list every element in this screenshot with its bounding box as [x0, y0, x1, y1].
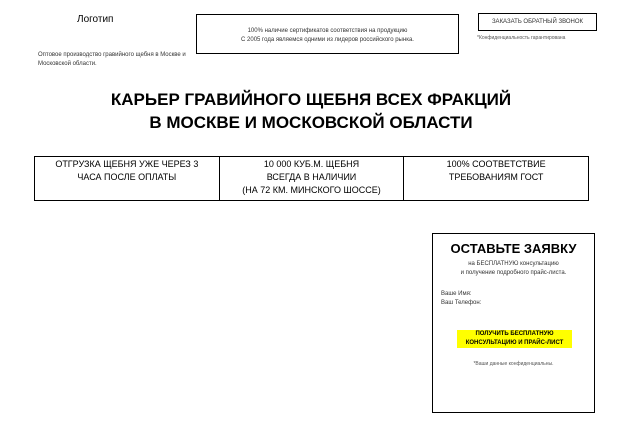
- feature-line: ТРЕБОВАНИЯМ ГОСТ: [448, 172, 544, 182]
- feature-line: (НА 72 КМ. МИНСКОГО ШОССЕ): [242, 185, 381, 195]
- submit-line-1: ПОЛУЧИТЬ БЕСПЛАТНУЮ: [475, 331, 554, 337]
- feature-line: ЧАСА ПОСЛЕ ОПЛАТЫ: [77, 172, 177, 182]
- name-field[interactable]: Ваше Имя:: [441, 291, 472, 297]
- feature-line: 100% СООТВЕТСТВИЕ: [446, 159, 546, 169]
- privacy-note: *Конфиденциальность гарантирована: [477, 35, 566, 41]
- title-line-2: В МОСКВЕ И МОСКОВСКОЙ ОБЛАСТИ: [149, 113, 473, 132]
- submit-button[interactable]: [457, 330, 572, 348]
- features-table: [34, 156, 589, 201]
- feature-cell: [35, 157, 220, 201]
- feature-line: ОТГРУЗКА ЩЕБНЯ УЖЕ ЧЕРЕЗ 3: [55, 159, 199, 169]
- phone-field[interactable]: Ваш Телефон:: [441, 300, 482, 306]
- submit-line-2: КОНСУЛЬТАЦИЮ И ПРАЙС-ЛИСТ: [465, 340, 564, 346]
- form-subtitle-line-1: на БЕСПЛАТНУЮ консультацию: [468, 261, 559, 267]
- feature-line: 10 000 КУБ.М. ЩЕБНЯ: [263, 159, 360, 169]
- form-title: ОСТАВЬТЕ ЗАЯВКУ: [450, 241, 577, 256]
- feature-cell: [219, 157, 404, 201]
- features-row: [35, 157, 589, 201]
- form-subtitle-line-2: и получение подробного прайс-листа.: [460, 270, 567, 276]
- page-title: [0, 88, 622, 134]
- tagline: Оптовое производство гравийного щебня в Москве и Московской области.: [38, 52, 186, 67]
- logo: Логотип: [77, 14, 114, 25]
- feature-cell: [404, 157, 589, 201]
- form-privacy-note: *Ваши данные конфиденциальны.: [473, 361, 554, 367]
- certificate-box: [196, 14, 459, 54]
- request-form: [432, 233, 595, 413]
- cert-line-2: С 2005 года являемся одними из лидеров российского рынка.: [241, 37, 414, 43]
- callback-button[interactable]: ЗАКАЗАТЬ ОБРАТНЫЙ ЗВОНОК: [478, 13, 597, 31]
- feature-line: ВСЕГДА В НАЛИЧИИ: [266, 172, 357, 182]
- form-subtitle: [433, 260, 594, 278]
- title-line-1: КАРЬЕР ГРАВИЙНОГО ЩЕБНЯ ВСЕХ ФРАКЦИЙ: [110, 90, 512, 109]
- cert-line-1: 100% наличие сертификатов соответствия на продукцию: [247, 28, 408, 34]
